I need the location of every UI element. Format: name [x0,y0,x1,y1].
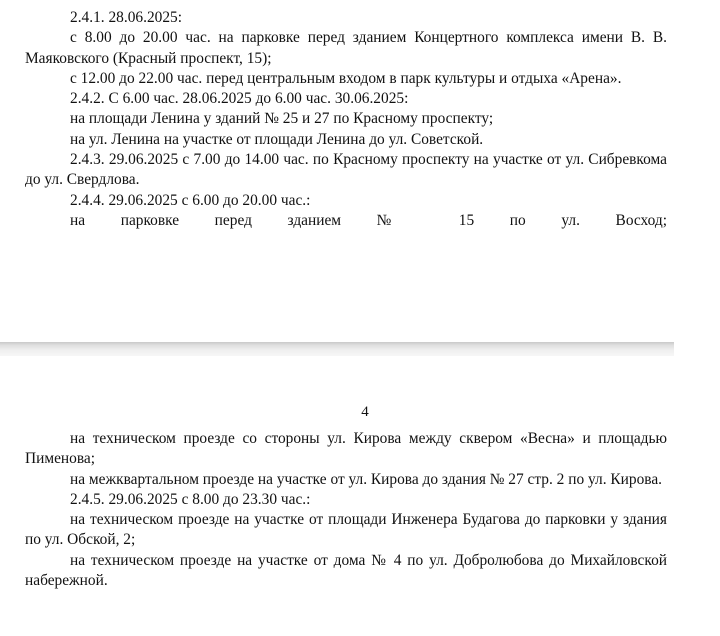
page-number: 4 [361,404,369,420]
paragraph: с 12.00 до 22.00 час. перед центральным входом в парк культуры и отдыха «Арена». [70,69,622,87]
paragraph: на парковке перед зданием № 15 по ул. Восход; [70,211,667,229]
page-top-text [25,8,667,231]
item-2-4-4-heading: 2.4.4. 29.06.2025 с 6.00 до 20.00 час.: [70,191,311,209]
item-2-4-1-heading: 2.4.1. 28.06.2025: [70,9,183,26]
paragraph: на ул. Ленина на участке от площади Ленина до ул. Советской. [70,130,484,148]
page-separator [0,342,720,356]
item-2-4-5-heading: 2.4.5. 29.06.2025 с 8.00 до 23.30 час.: [70,490,311,508]
page-bottom-text [25,429,667,591]
item-2-4-3: 2.4.3. 29.06.2025 с 7.00 до 14.00 час. по Красному проспекту на участке от ул. Сибревкома до ул. Свердлова. [25,151,667,189]
paragraph: на площади Ленина у зданий № 25 и 27 по Красному проспекту; [70,110,494,128]
paragraph: на техническом проезде на участке от площади Инженера Будагова до парковки у здания по ул. Обской, 2; [25,511,667,549]
paragraph: на техническом проезде со стороны ул. Кирова между сквером «Весна» и площадью Пименова; [25,430,667,468]
item-2-4-2-heading: 2.4.2. С 6.00 час. 28.06.2025 до 6.00 час. 30.06.2025: [70,90,409,108]
paragraph: с 8.00 до 20.00 час. на парковке перед зданием Концертного комплекса имени В. В. Маяковского (Красный проспект, 15); [25,29,667,67]
paragraph: на межквартальном проезде на участке от ул. Кирова до здания № 27 стр. 2 по ул. Кирова. [70,470,663,488]
paragraph: на техническом проезде на участке от дома № 4 по ул. Добролюбова до Михайловской набережной. [25,551,667,590]
